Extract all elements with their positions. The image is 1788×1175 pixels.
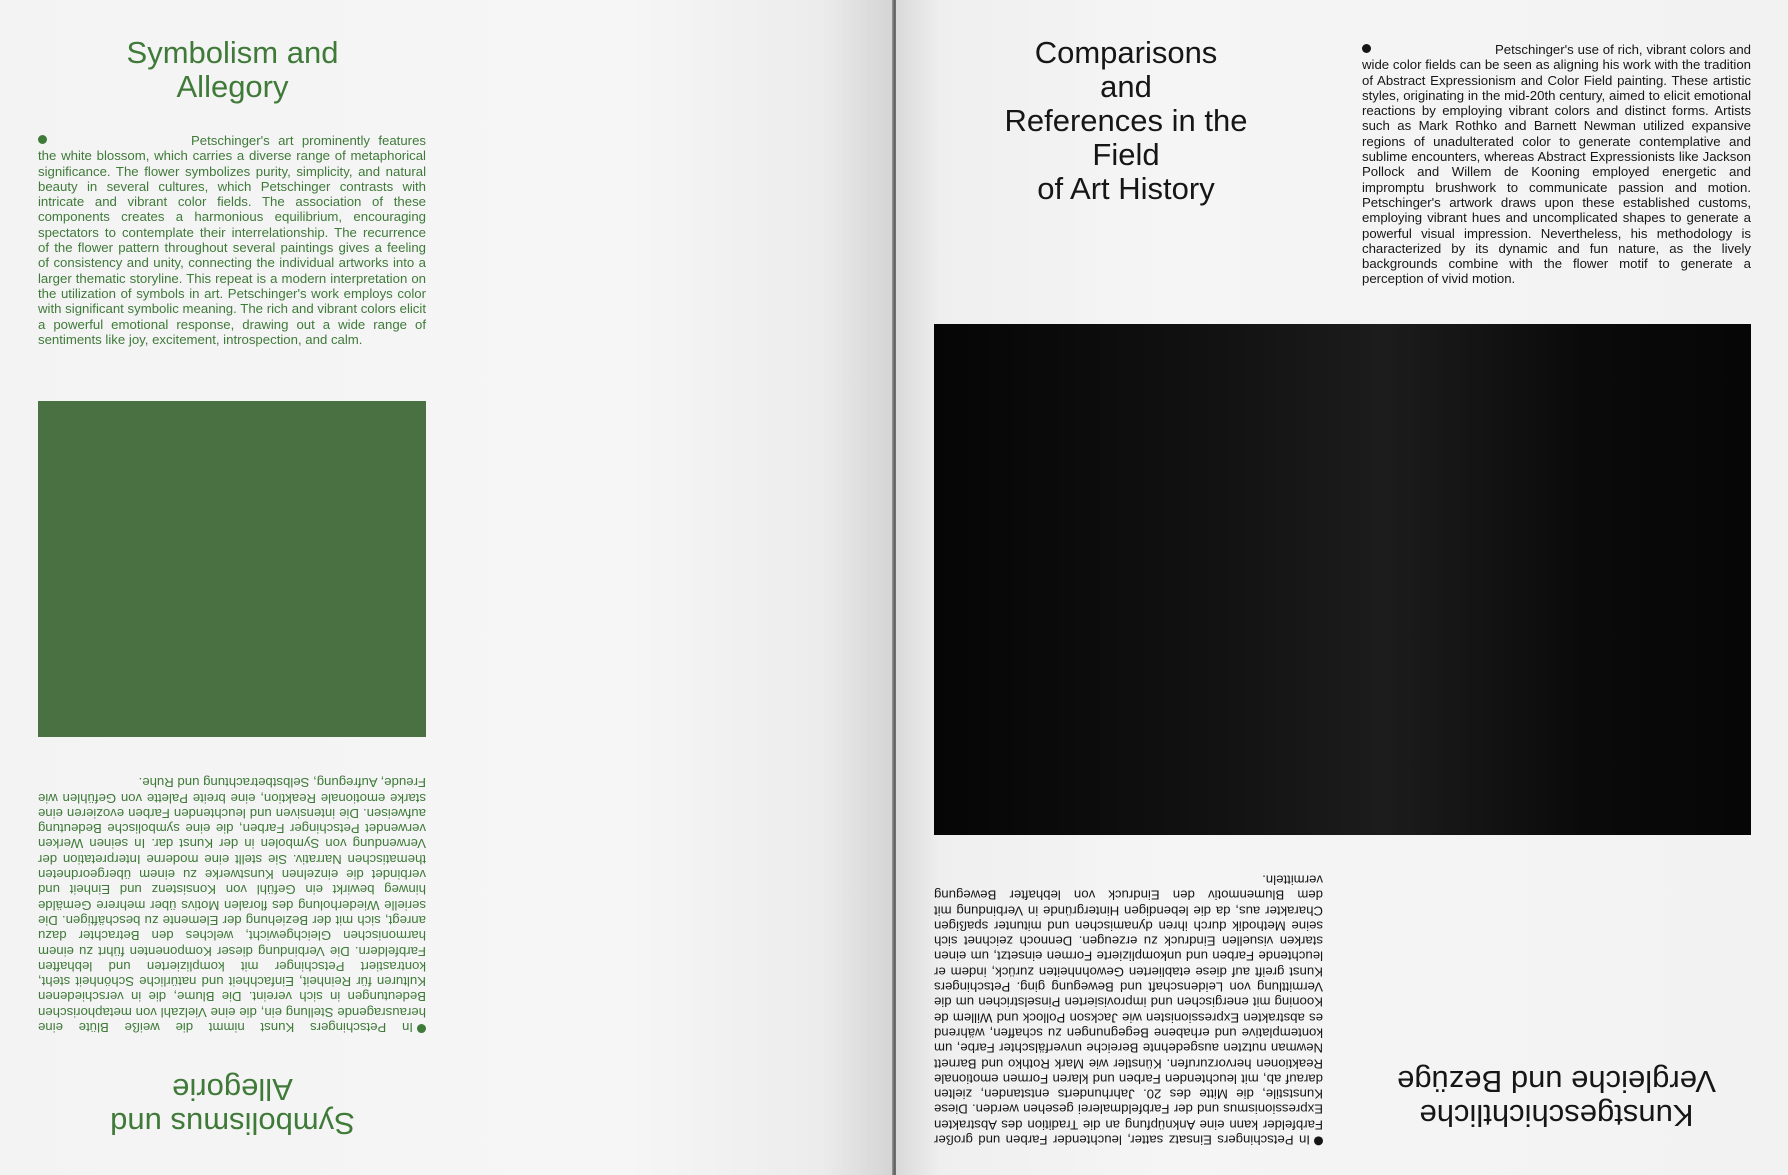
body-en-right-block (1362, 42, 1751, 287)
body-en-left-block (38, 133, 426, 347)
body-de-right: In Petschingers Einsatz satter, leuchtender Farben und großer Farbfelder kann eine Anknüpfung an die Tradition des Abstrakten Expressionismus und der Farbfeldmalerei gesehen werden. Diese Kunststile, die Mitte des 20. Jahrhunderts entstanden, zielten darauf ab, mit leuchtenden Farben und klaren Formen emotionale Reaktionen hervorzurufen. Künstler wie Mark Rothko und Barnett Newman nutzten ausgedehnte Bereiche unverfälschter Farbe, um kontemplative und erhabene Begegnungen zu schaffen, während es abstrakten Expressionisten wie Jackson Pollock und Willem de Kooning mit energischen und improvisierten Pinselstrichen um die Vermittlung von Leidenschaft und Bewegung ging. Petschingers Kunst greift auf diese etablierten Gewohnheiten zurück, indem er leuchtende Farben und unkomplizierte Formen einsetzt, um einen starken visuellen Eindruck zu erzeugen. Dennoch zeichnet sich seine Methodik durch ihren dynamischen und mitunter spaßigen Charakter aus, da die lebendigen Hintergründe in Verbindung mit dem Blumenmotiv den Eindruck von lebhafter Bewegung vermitteln. (934, 872, 1323, 1148)
body-de-right-block (934, 872, 1323, 1147)
body-en-right: Petschinger's use of rich, vibrant colors and wide color fields can be seen as aligning his work with the tradition of Abstract Expressionism and Color Field painting. These artistic styles, originating in the mid-20th century, aimed to elicit emotional reactions by employing vibrant colors and distinct forms. Artists such as Mark Rothko and Barnett Newman utilized expansive regions of unadulterated color to generate contemplative and sublime encounters, whereas Abstract Expressionists like Jackson Pollock and Willem de Kooning employed energetic and impromptu brushwork to communicate passion and motion. Petschinger's artwork draws upon these established customs, employing vibrant hues and uncomplicated shapes to generate a powerful visual impression. Nevertheless, his methodology is characterized by its dynamic and fun nature, as the lively backgrounds combine with the flower motif to generate a perception of vivid motion. (1362, 42, 1751, 287)
bullet-dot-icon (38, 135, 47, 144)
title-en-right: Comparisons and References in the Field of Art History (1004, 35, 1248, 206)
artwork-image-green (38, 401, 426, 737)
title-en-left: Symbolism and Allegory (126, 35, 339, 104)
body-de-left: In Petschingers Kunst nimmt die weiße Blüte eine herausragende Stellung ein, die eine Vielzahl von metaphorischen Bedeutungen in sich vereint. Die Blume, die in verschiedenen Kulturen für Reinheit, Einfachheit und natürliche Schönheit steht, kontrastiert Petschinger mit komplizierten und lebhaften Farbfeldern. Die Verbindung dieser Komponenten führt zu einem harmonischen Gleichgewicht, welches den Betrachter dazu anregt, sich mit der Beziehung der Elemente zu beschäftigen. Die serielle Wiederholung des floralen Motivs über mehrere Gemälde hinweg bewirkt ein Gefühl von Konsistenz und Einheit und verbindet die einzelnen Kunstwerke zu einem übergeordneten thematischen Narrativ. Sie stellt eine moderne Interpretation der Verwendung von Symbolen in der Kunst dar. In seinen Werken verwendet Petschinger Farben, die eine symbolische Bedeutung aufweisen. Die intensiven und leuchtenden Farben evozieren eine starke emotionale Reaktion, eine breite Palette von Gefühlen wie Freude, Aufregung, Selbstbetrachtung und Ruhe. (38, 775, 426, 1036)
bullet-dot-icon (1362, 44, 1371, 53)
bullet-dot-icon (417, 1024, 426, 1033)
left-page (0, 0, 893, 1175)
body-en-left: Petschinger's art prominently features the white blossom, which carries a diverse range of metaphorical significance. The flower symbolizes purity, simplicity, and natural beauty in several cultures, which Petschinger contrasts with intricate and vibrant color fields. The association of these components creates a harmonious equilibrium, encouraging spectators to contemplate their interrelationship. The recurrence of the flower pattern throughout several paintings gives a feeling of consistency and unity, connecting the individual artworks into a larger thematic storyline. This repeat is a modern interpretation on the utilization of symbols in art. Petschinger's work employs color with significant symbolic meaning. The rich and vibrant colors elicit a powerful emotional response, drawing out a wide range of sentiments like joy, excitement, introspection, and calm. (38, 133, 426, 347)
artwork-image-black (934, 324, 1751, 835)
bullet-dot-icon (1314, 1136, 1323, 1145)
title-de-left: Symbolismus und Allegorie (110, 1072, 355, 1141)
body-de-left-block (38, 775, 426, 1035)
title-de-right: Kunstgeschichtliche Vergleiche und Bezüge (1397, 1064, 1716, 1133)
right-page (896, 0, 1788, 1175)
